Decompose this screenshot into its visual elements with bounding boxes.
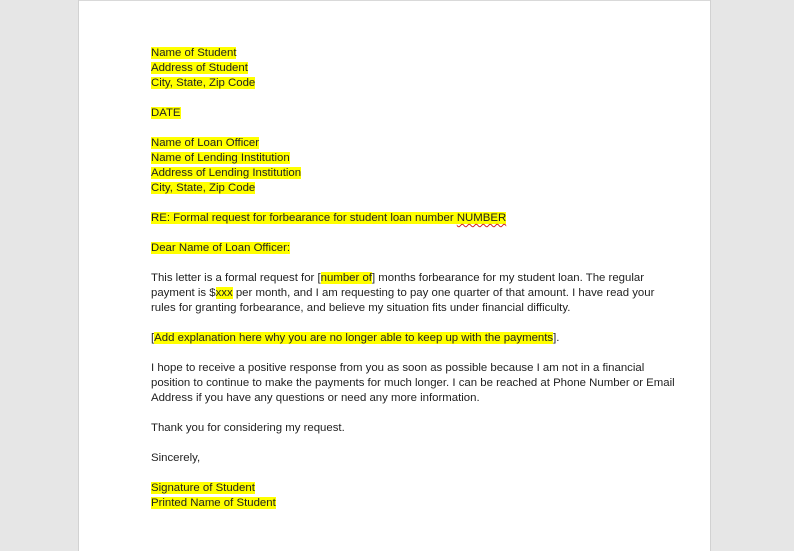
paragraph-explanation: [151, 331, 651, 346]
paragraph-line: Address if you have any questions or need any more information.: [151, 392, 480, 404]
sender-block-city: [151, 76, 651, 91]
recipient-officer[interactable]: Name of Loan Officer: [151, 137, 260, 149]
recipient-city-state-zip[interactable]: City, State, Zip Code: [151, 182, 256, 194]
recipient-address-line: [151, 166, 651, 181]
paragraph-response: [151, 361, 675, 406]
recipient-institution-address[interactable]: Address of Lending Institution: [151, 167, 302, 179]
letter-body[interactable]: [151, 46, 675, 511]
sender-city-state-zip[interactable]: City, State, Zip Code: [151, 77, 256, 89]
bracket-open: [: [151, 332, 155, 344]
signature-line: [151, 481, 651, 496]
spacer: [151, 466, 651, 481]
spacer: [151, 256, 651, 271]
text-run: This letter is a formal request for [: [151, 272, 321, 284]
sender-block-address: [151, 61, 651, 76]
recipient-institution[interactable]: Name of Lending Institution: [151, 152, 290, 164]
paragraph-line: [151, 271, 651, 286]
recipient-institution-line: [151, 151, 651, 166]
printed-name-line: [151, 496, 651, 511]
printed-name-placeholder[interactable]: Printed Name of Student: [151, 497, 276, 509]
subject-loan-number[interactable]: NUMBER: [456, 212, 507, 224]
subject-line: [151, 211, 651, 226]
paragraph-line: I hope to receive a positive response from you as soon as possible because I am not in a financial: [151, 362, 645, 374]
paragraph-request: [151, 271, 655, 316]
spacer: [151, 436, 651, 451]
text-run: ] months forbearance for my student loan. The regular: [371, 272, 644, 284]
paragraph-line: position to continue to make the payments for much longer. I can be reached at Phone Number or Email: [151, 377, 675, 389]
sender-block-name: [151, 46, 651, 61]
sender-address[interactable]: Address of Student: [151, 62, 248, 74]
subject-prefix[interactable]: RE: Formal request for forbearance for student loan number: [151, 212, 457, 224]
document-page[interactable]: [79, 1, 709, 551]
closing-line: Sincerely,: [151, 452, 201, 464]
spacer: [151, 196, 651, 211]
signature-placeholder[interactable]: Signature of Student: [151, 482, 255, 494]
sender-name[interactable]: Name of Student: [151, 47, 237, 59]
spacer: [151, 226, 651, 241]
paragraph-line: [151, 286, 655, 301]
spacer: [151, 121, 651, 136]
paragraph-line: rules for granting forbearance, and believe my situation fits under financial difficulty.: [151, 302, 571, 314]
spacer: [151, 91, 651, 106]
recipient-officer-line: [151, 136, 651, 151]
explanation-placeholder[interactable]: Add explanation here why you are no longer able to keep up with the payments: [154, 332, 554, 344]
salutation-line: [151, 241, 651, 256]
text-run: payment is $: [151, 287, 216, 299]
date-line: [151, 106, 651, 121]
recipient-city-line: [151, 181, 651, 196]
payment-amount-placeholder[interactable]: xxx: [215, 287, 233, 299]
right-gutter: [710, 0, 794, 551]
left-gutter: [0, 0, 79, 551]
spacer: [151, 316, 651, 331]
date-placeholder[interactable]: DATE: [151, 107, 181, 119]
spacer: [151, 346, 651, 361]
salutation[interactable]: Dear Name of Loan Officer:: [151, 242, 291, 254]
months-placeholder[interactable]: number of: [320, 272, 372, 284]
bracket-close: ].: [553, 332, 560, 344]
paragraph-thanks: Thank you for considering my request.: [151, 422, 345, 434]
text-run: per month, and I am requesting to pay one quarter of that amount. I have read your: [232, 287, 655, 299]
spacer: [151, 406, 651, 421]
